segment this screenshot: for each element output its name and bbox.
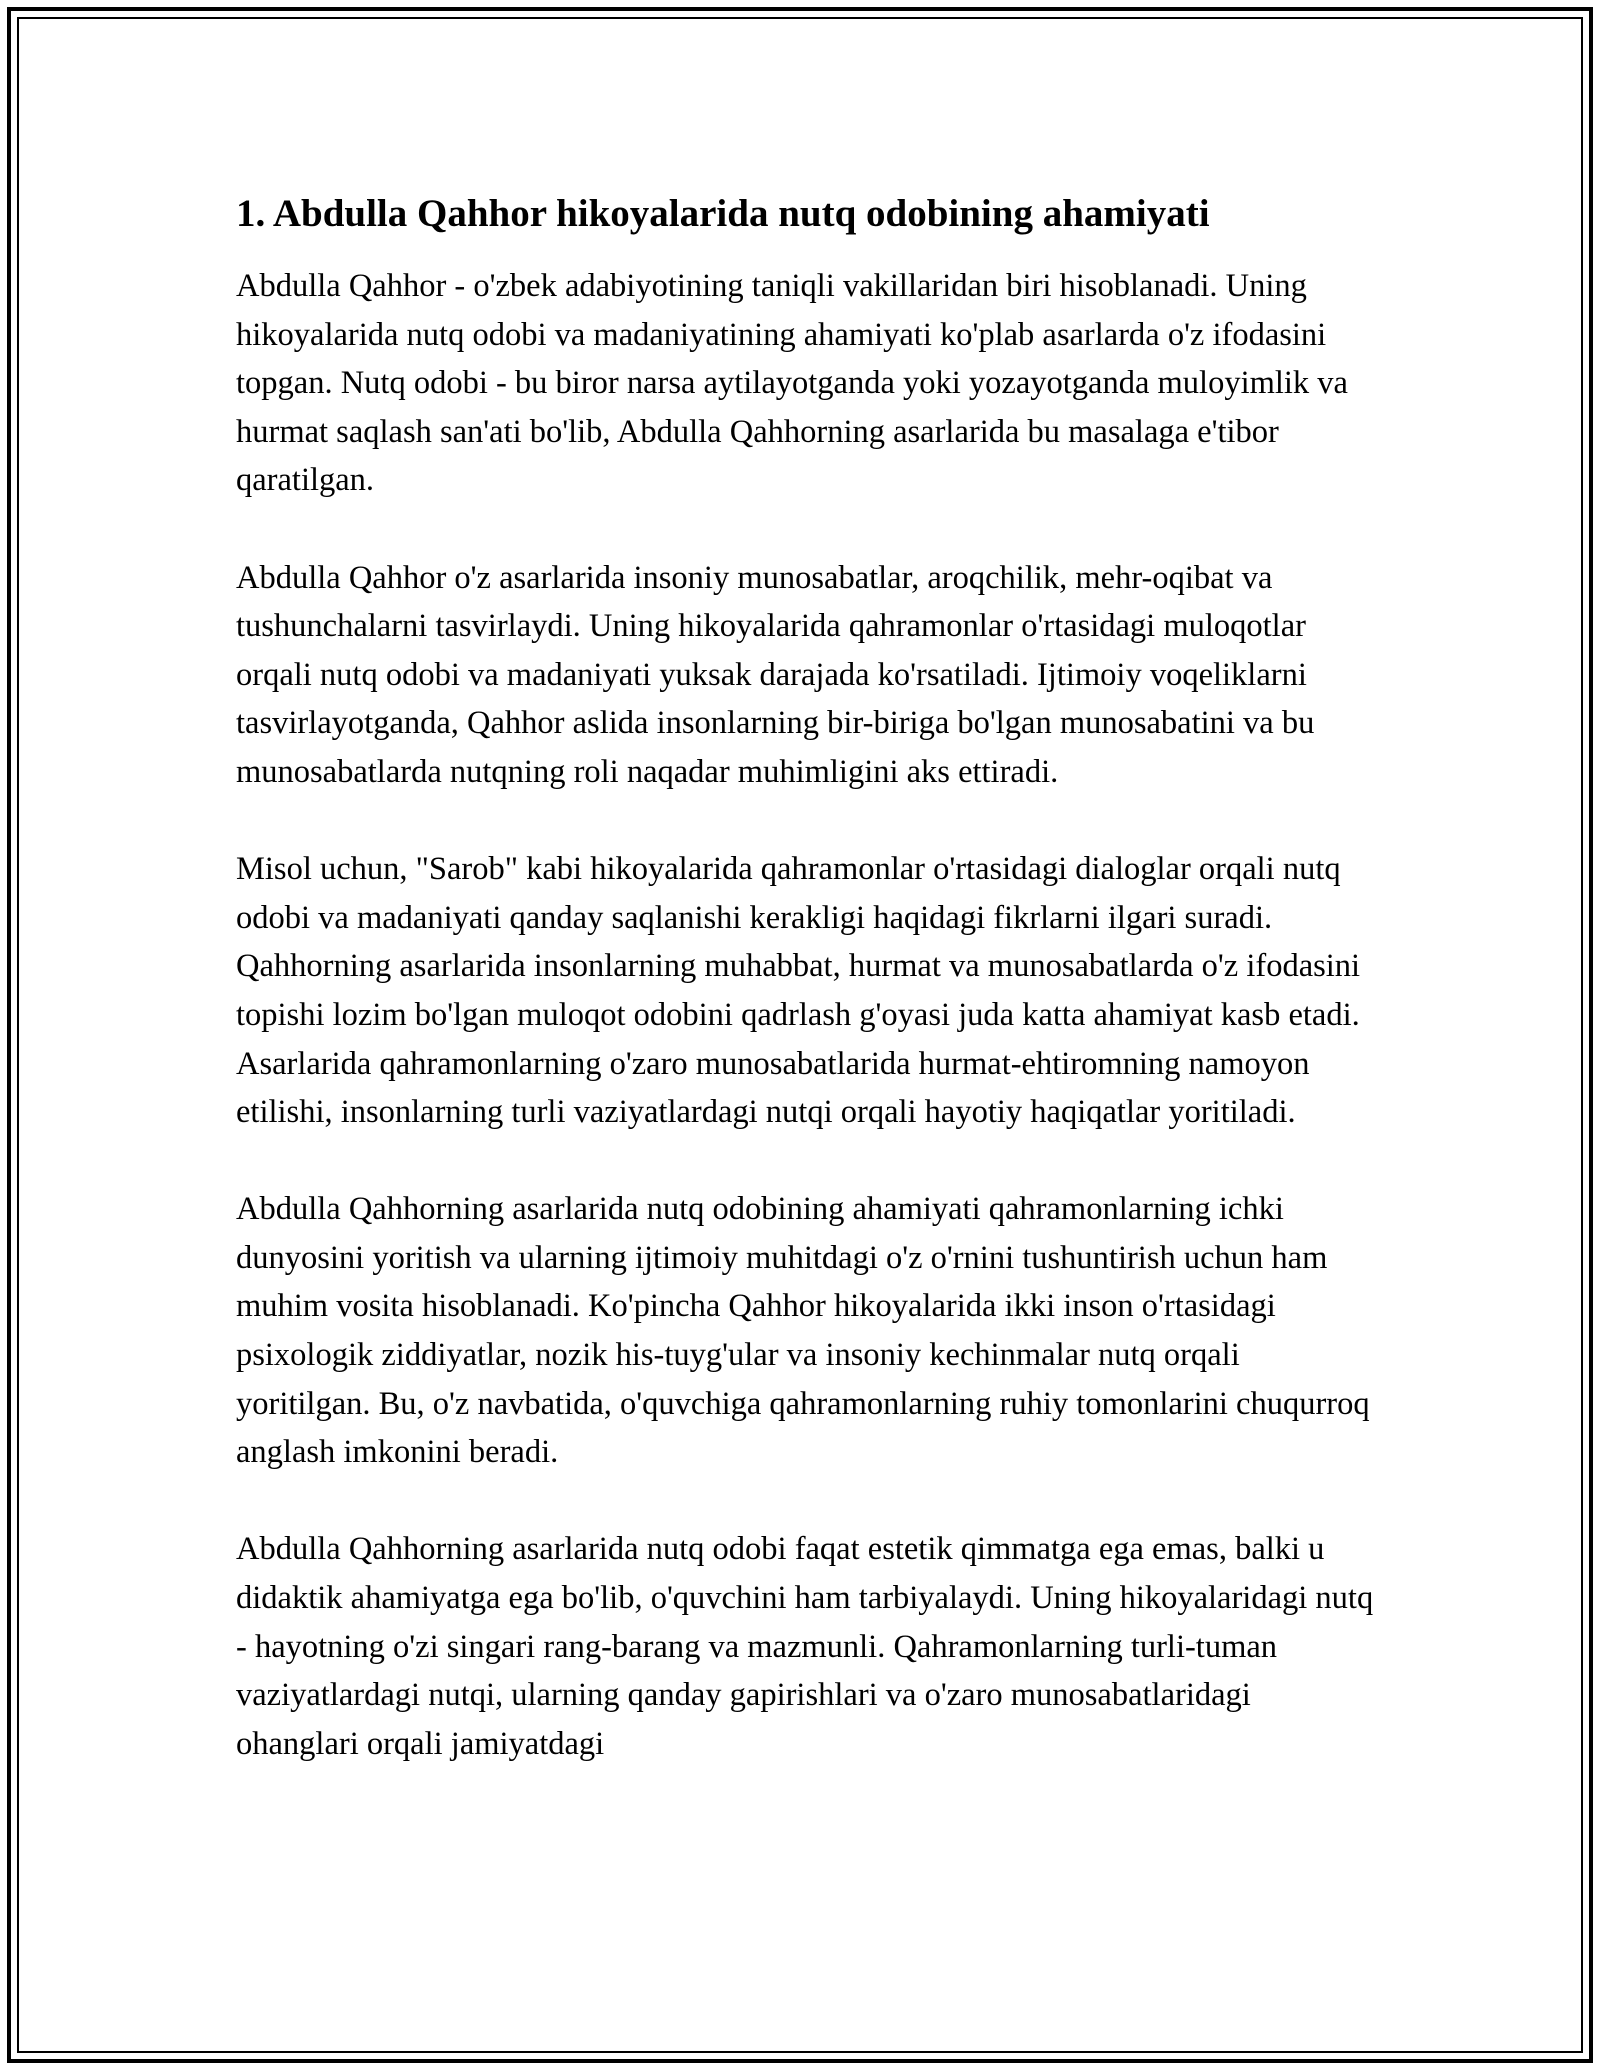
paragraph-2: Abdulla Qahhor o'z asarlarida insoniy munosabatlar, aroqchilik, mehr-oqibat va tushunchalarni tasvirlaydi. Uning hikoyalarida qahramonlar o'rtasidagi muloqotlar orqali nutq odobi va madaniyati yuksak darajada ko'rsatiladi. Ijtimoiy voqeliklarni tasvirlayotganda, Qahhor aslida insonlarning bir-biriga bo'lgan munosabatini va bu munosabatlarda nutqning roli naqadar muhimligini aks ettiradi. — [236, 559, 1315, 790]
document-body — [236, 186, 1376, 1817]
paragraph-3: Misol uchun, "Sarob" kabi hikoyalarida qahramonlar o'rtasidagi dialoglar orqali nutq odobi va madaniyati qanday saqlanishi kerakligi haqidagi fikrlarni ilgari suradi. Qahhorning asarlarida insonlarning muhabbat, hurmat va munosabatlarda o'z ifodasini topishi lozim bo'lgan muloqot odobini qadrlash g'oyasi juda katta ahamiyat kasb etadi. Asarlarida qahramonlarning o'zaro munosabatlarida hurmat-ehtiromning namoyon etilishi, insonlarning turli vaziyatlardagi nutqi orqali hayotiy haqiqatlar yoritiladi. — [236, 851, 1361, 1131]
paragraph-1: Abdulla Qahhor - o'zbek adabiyotining taniqli vakillaridan biri hisoblanadi. Uning hikoyalarida nutq odobi va madaniyatining ahamiyati ko'plab asarlarda o'z ifodasini topgan. Nutq odobi - bu biror narsa aytilayotganda yoki yozayotganda muloyimlik va hurmat saqlash san'ati bo'lib, Abdulla Qahhorning asarlarida bu masalaga e'tibor qaratilgan. — [236, 268, 1348, 499]
paragraph-4: Abdulla Qahhorning asarlarida nutq odobining ahamiyati qahramonlarning ichki dunyosini yoritish va ularning ijtimoiy muhitdagi o'z o'rnini tushuntirish uchun ham muhim vosita hisoblanadi. Ko'pincha Qahhor hikoyalarida ikki inson o'rtasidagi psixologik ziddiyatlar, nozik his-tuyg'ular va insoniy kechinmalar nutq orqali yoritilgan. Bu, o'z navbatida, o'quvchiga qahramonlarning ruhiy tomonlarini chuqurroq anglash imkonini beradi. — [236, 1191, 1370, 1471]
section-heading: 1. Abdulla Qahhor hikoyalarida nutq odobining ahamiyati — [236, 192, 1210, 235]
paragraph-5: Abdulla Qahhorning asarlarida nutq odobi faqat estetik qimmatga ega emas, balki u didaktik ahamiyatga ega bo'lib, o'quvchini ham tarbiyalaydi. Uning hikoyalaridagi nutq - hayotning o'zi singari rang-barang va mazmunli. Qahramonlarning turli-tuman vaziyatlardagi nutqi, ularning qanday gapirishlari va o'zaro munosabatlaridagi ohanglari orqali jamiyatdagi — [236, 1531, 1374, 1762]
